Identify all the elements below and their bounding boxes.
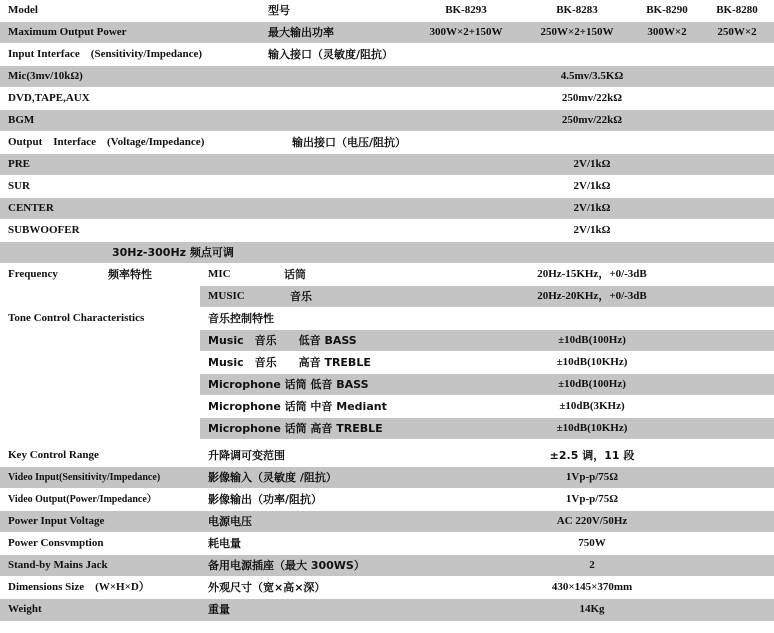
output-section-row bbox=[0, 132, 774, 154]
spec-value: 430×145×370mm bbox=[551, 581, 633, 593]
spec-label-cn: 电源电压 bbox=[208, 515, 252, 528]
input-section-label: Input Interface (Sensitivity/Impedance) bbox=[8, 48, 203, 60]
frequency-label: Frequency bbox=[8, 268, 58, 280]
spec-row bbox=[0, 577, 774, 599]
frequency-item-value: 20Hz-20KHz，+0/-3dB bbox=[537, 290, 647, 302]
spec-label-cn: 外观尺寸（宽×高×深） bbox=[208, 581, 326, 594]
power-value: 300W×2+150W bbox=[429, 26, 503, 38]
output-section-label: Output Interface (Voltage/Impedance) bbox=[8, 136, 205, 148]
frequency-item-value: 20Hz-15KHz，+0/-3dB bbox=[537, 268, 647, 280]
spec-label-cn: 重量 bbox=[208, 603, 230, 616]
output-row-label: SUBWOOFER bbox=[8, 224, 80, 236]
header-row bbox=[0, 0, 774, 22]
input-row-label: DVD,TAPE,AUX bbox=[8, 92, 90, 104]
tone-row bbox=[200, 396, 774, 418]
spec-row bbox=[0, 445, 774, 467]
power-label: Maximum Output Power bbox=[8, 26, 127, 38]
output-row-label: PRE bbox=[8, 158, 30, 170]
spec-value: ±2.5 调，11 段 bbox=[549, 449, 635, 462]
output-row bbox=[0, 198, 774, 220]
spec-label: Weight bbox=[8, 603, 42, 615]
output-row-value: 2V/1kΩ bbox=[573, 158, 611, 170]
spec-value: 750W bbox=[578, 537, 606, 549]
input-row bbox=[0, 66, 774, 88]
spec-value: 2 bbox=[589, 559, 595, 571]
tone-row bbox=[200, 418, 774, 440]
output-row-value: 2V/1kΩ bbox=[573, 224, 611, 236]
input-section-label-cn: 输入接口（灵敏度/阻抗） bbox=[268, 48, 394, 61]
input-row-value: 4.5mv/3.5KΩ bbox=[560, 70, 624, 82]
input-row bbox=[0, 88, 774, 110]
spec-row bbox=[0, 599, 774, 622]
input-row bbox=[0, 110, 774, 132]
spec-label-cn: 升降调可变范围 bbox=[208, 449, 285, 462]
frequency-item-name: MUSIC bbox=[208, 290, 245, 302]
input-row-label: BGM bbox=[8, 114, 35, 126]
spec-row bbox=[0, 511, 774, 533]
spec-row bbox=[0, 555, 774, 577]
frequency-row bbox=[200, 286, 774, 308]
frequency-item-name-cn: 话筒 bbox=[284, 268, 306, 281]
spec-label: Video Output(Power/Impedance） bbox=[8, 494, 157, 505]
power-value: 250W×2 bbox=[717, 26, 757, 38]
model-name: BK-8290 bbox=[646, 4, 688, 16]
tone-item-name: Music 音乐 低音 BASS bbox=[208, 334, 357, 347]
spec-row bbox=[0, 467, 774, 489]
spec-label-cn: 影像输入（灵敏度 /阻抗） bbox=[208, 471, 337, 484]
spec-label-cn: 影像输出（功率/阻抗） bbox=[208, 493, 323, 506]
tone-item-name: Microphone 话筒 高音 TREBLE bbox=[208, 422, 383, 435]
tone-item-value: ±10dB(100Hz) bbox=[558, 334, 626, 346]
model-label: Model bbox=[8, 4, 38, 16]
spec-row bbox=[0, 489, 774, 511]
tone-row bbox=[200, 330, 774, 352]
spec-value: 1Vp-p/75Ω bbox=[565, 493, 619, 505]
frequency-item-name-cn: 音乐 bbox=[290, 290, 312, 303]
frequency-item-name: MIC bbox=[208, 268, 231, 280]
spec-label: Stand-by Mains Jack bbox=[8, 559, 108, 571]
tone-item-value: ±10dB(3KHz) bbox=[559, 400, 625, 412]
tone-item-name: Microphone 话筒 中音 Mediant bbox=[208, 400, 387, 413]
power-label-cn: 最大输出功率 bbox=[268, 26, 334, 39]
model-label-cn: 型号 bbox=[268, 4, 290, 17]
tone-item-value: ±10dB(100Hz) bbox=[558, 378, 626, 390]
model-name: BK-8283 bbox=[556, 4, 598, 16]
freq-adjust-row bbox=[0, 242, 774, 264]
output-row-value: 2V/1kΩ bbox=[573, 180, 611, 192]
spec-label: Key Control Range bbox=[8, 449, 99, 461]
tone-section-row bbox=[0, 308, 774, 330]
spec-label: Power Consvmption bbox=[8, 537, 104, 549]
output-section-label-cn: 输出接口（电压/阻抗） bbox=[292, 136, 407, 149]
spec-row bbox=[0, 533, 774, 555]
tone-item-name: Microphone 话筒 低音 BASS bbox=[208, 378, 369, 391]
output-row bbox=[0, 154, 774, 176]
spec-label-cn: 备用电源插座（最大 300WS） bbox=[208, 559, 365, 572]
frequency-label-cn: 频率特性 bbox=[108, 268, 152, 281]
tone-label-cn: 音乐控制特性 bbox=[208, 312, 274, 325]
output-row-label: CENTER bbox=[8, 202, 54, 214]
output-row bbox=[0, 220, 774, 242]
spec-label-cn: 耗电量 bbox=[208, 537, 241, 550]
spec-label: Power Input Voltage bbox=[8, 515, 105, 527]
power-value: 250W×2+150W bbox=[540, 26, 614, 38]
tone-item-value: ±10dB(10KHz) bbox=[556, 356, 628, 368]
model-name: BK-8280 bbox=[716, 4, 758, 16]
freq-adjust-label: 30Hz-300Hz 频点可调 bbox=[112, 246, 234, 259]
spec-value: AC 220V/50Hz bbox=[556, 515, 628, 527]
spec-label: Video Input(Sensitivity/Impedance) bbox=[8, 472, 161, 483]
output-row-label: SUR bbox=[8, 180, 31, 192]
input-section-row bbox=[0, 44, 774, 66]
spec-value: 14Kg bbox=[579, 603, 605, 615]
power-value: 300W×2 bbox=[647, 26, 687, 38]
input-row-label: Mic(3mv/10kΩ) bbox=[8, 70, 83, 82]
input-row-value: 250mv/22kΩ bbox=[561, 92, 623, 104]
tone-row bbox=[200, 374, 774, 396]
tone-row bbox=[200, 352, 774, 374]
model-name: BK-8293 bbox=[445, 4, 487, 16]
power-row bbox=[0, 22, 774, 44]
tone-label: Tone Control Characteristics bbox=[8, 312, 145, 324]
tone-item-name: Music 音乐 高音 TREBLE bbox=[208, 356, 371, 369]
output-row-value: 2V/1kΩ bbox=[573, 202, 611, 214]
spec-value: 1Vp-p/75Ω bbox=[565, 471, 619, 483]
spec-label: Dimensions Size (W×H×D） bbox=[8, 581, 150, 593]
output-row bbox=[0, 176, 774, 198]
input-row-value: 250mv/22kΩ bbox=[561, 114, 623, 126]
tone-item-value: ±10dB(10KHz) bbox=[556, 422, 628, 434]
frequency-row bbox=[0, 264, 774, 286]
